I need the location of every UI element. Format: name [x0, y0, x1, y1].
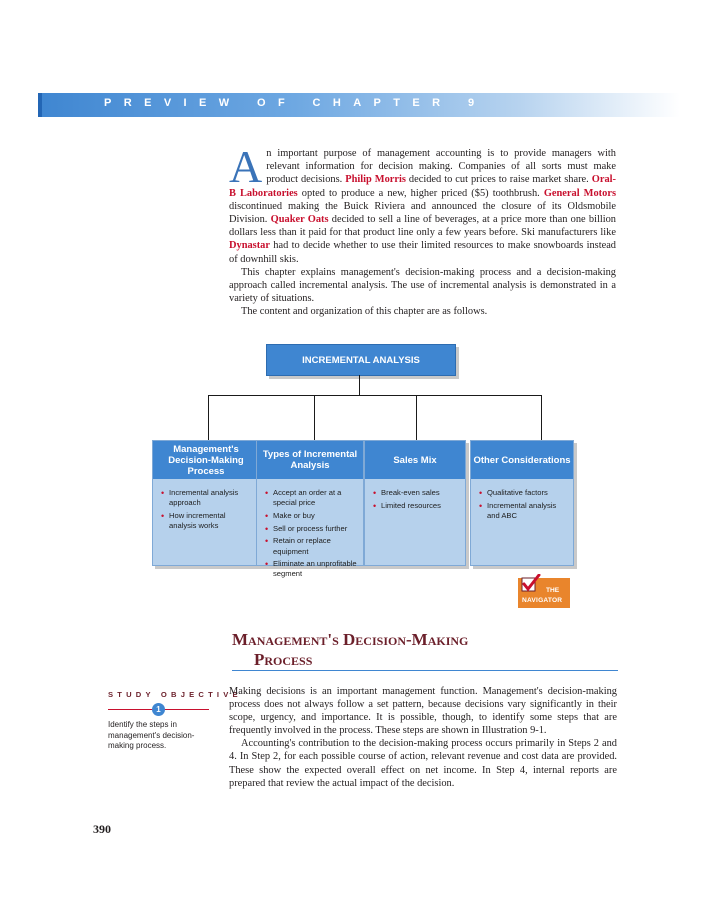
list-item: • Incremental analysis approach	[161, 488, 255, 508]
section-heading	[232, 630, 617, 669]
section-heading-line2: Process	[254, 650, 313, 669]
box-list	[373, 488, 461, 513]
box-title: Other Considerations	[471, 441, 573, 479]
navigator-badge[interactable]	[518, 578, 570, 608]
intro-text-a: n important purpose of management accounting is to provide managers with relevant information for decision making. Companies of all sorts must make product decisions.	[266, 148, 616, 186]
company-oral-b: Oral-B Laboratories	[229, 174, 616, 199]
intro-text-b: decided to cut prices to raise market share.	[405, 174, 592, 186]
navigator-label-the: THE	[546, 587, 560, 594]
study-objective-number: 1	[152, 703, 165, 716]
list-item: • Make or buy	[265, 511, 359, 521]
list-item: • Retain or replace equipment	[265, 536, 359, 556]
company-dynastar: Dynastar	[229, 240, 270, 252]
diagram-box-sales-mix	[364, 440, 466, 566]
diagram-box-decision-process	[152, 440, 260, 566]
list-item: • Break-even sales	[373, 488, 461, 498]
list-item: • How incremental analysis works	[161, 511, 255, 531]
list-item: • Eliminate an unprofitable segment	[265, 559, 359, 579]
list-item: • Qualitative factors	[479, 488, 569, 498]
intro-text-d: discontinued making the Buick Riviera and announced the closure of its Oldsmobile Division.	[229, 200, 616, 226]
intro-text	[229, 141, 617, 319]
list-item: • Accept an order at a special price	[265, 488, 359, 508]
checkmark-icon	[521, 574, 541, 592]
diagram-connector-drop-1	[208, 395, 209, 440]
diagram-connector-drop-4	[541, 395, 542, 440]
page-number: 390	[93, 822, 111, 836]
box-list	[479, 488, 569, 524]
navigator-label: NAVIGATOR	[522, 597, 563, 604]
diagram-connector-horizontal	[208, 395, 542, 396]
list-item: • Incremental analysis and ABC	[479, 501, 569, 521]
body-text	[229, 685, 617, 790]
section-heading-line1: Management's Decision-Making	[232, 630, 469, 649]
drop-cap: A	[229, 141, 263, 192]
intro-text-f: had to decide whether to use their limited resources to make snowboards instead of downhill skis.	[229, 240, 616, 265]
box-title: Types of Incremental Analysis	[257, 441, 363, 479]
body-paragraph-2: Accounting's contribution to the decision-making process occurs primarily in Steps 2 and 4. In Step 2, for each possible course of action, relevant revenue and cost data are provided. These show the expected overall effect on net income. In Step 4, internal reports are prepared that review the actual impact of the decision.	[229, 738, 617, 789]
banner-edge	[38, 93, 42, 117]
intro-paragraph-3: The content and organization of this chapter are as follows.	[241, 306, 488, 318]
company-philip-morris: Philip Morris	[345, 174, 406, 186]
body-paragraph-1: Making decisions is an important management function. Management's decision-making process does not always follow a set pattern, because decisions vary significantly in their scope, urgency, and importance. It is possible, though, to identify some steps that are frequently involved in the process. These steps are shown in Illustration 9-1.	[229, 686, 617, 737]
box-title: Sales Mix	[365, 441, 465, 479]
diagram-connector-vertical	[359, 375, 360, 396]
box-list	[161, 488, 255, 534]
intro-text-c: opted to produce a new, higher priced ($5) toothbrush.	[297, 187, 544, 199]
diagram-connector-drop-3	[416, 395, 417, 440]
box-list	[265, 488, 359, 582]
banner-title: PREVIEW OF CHAPTER 9	[104, 97, 487, 109]
study-objective-title: STUDY OBJECTIVE	[108, 690, 242, 699]
list-item: • Sell or process further	[265, 524, 359, 534]
section-rule	[232, 670, 618, 671]
diagram-connector-drop-2	[314, 395, 315, 440]
intro-paragraph-2: This chapter explains management's decision-making process and a decision-making approach called incremental analysis. The use of incremental analysis is demonstrated in a variety of situations.	[229, 266, 616, 305]
study-objective-text: Identify the steps in management's decision-making process.	[108, 720, 195, 751]
box-title: Management's Decision-Making Process	[153, 441, 259, 479]
intro-text-e: decided to sell a line of beverages, at a price more than one billion dollars less than it paid for that product line only a few years before. Ski manufacturers like	[229, 214, 617, 239]
list-item: • Limited resources	[373, 501, 461, 511]
diagram-box-other	[470, 440, 574, 566]
diagram-box-types	[256, 440, 364, 579]
diagram-top-box: INCREMENTAL ANALYSIS	[266, 344, 456, 376]
company-general-motors: General Motors	[543, 187, 616, 199]
company-quaker-oats: Quaker Oats	[270, 214, 329, 226]
